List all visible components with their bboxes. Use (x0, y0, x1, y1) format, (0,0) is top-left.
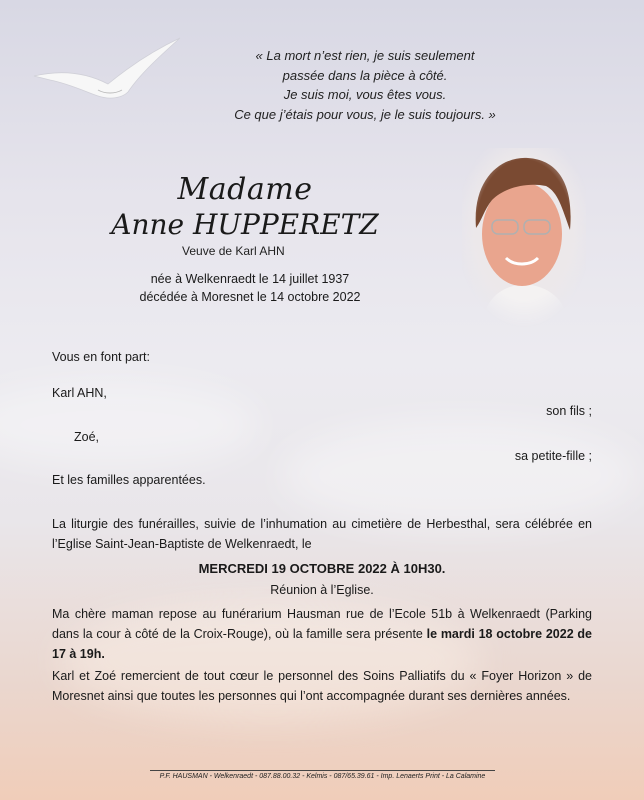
related-families: Et les familles apparentées. (52, 473, 206, 487)
seagull-image (30, 34, 185, 106)
quote-line: Je suis moi, vous êtes vous. (283, 87, 447, 102)
widow-of: Veuve de Karl AHN (182, 244, 285, 258)
death-date: décédée à Moresnet le 14 octobre 2022 (139, 290, 361, 304)
cloud-decoration (0, 380, 260, 470)
thanks-text: Karl et Zoé remercient de tout cœur le personnel des Soins Palliatifs du « Foyer Horizon » de Moresnet ainsi que toutes les personnes qui l’ont accompagnée durant ses dernières années. (52, 669, 592, 703)
birth-date: née à Welkenraedt le 14 juillet 1937 (150, 272, 350, 286)
quote-poem (200, 46, 530, 124)
quote-line: Ce que j’étais pour vous, je le suis toujours. » (234, 106, 496, 122)
quote-line: « La mort n’est rien, je suis seulement (255, 48, 475, 63)
deceased-name: Anne HUPPERETZ (111, 208, 379, 241)
family-member-name: Karl AHN, (52, 386, 107, 400)
funerarium-text (52, 604, 592, 664)
portrait-photo (462, 148, 586, 328)
family-member-relation: son fils ; (546, 404, 592, 418)
liturgy-text: La liturgie des funérailles, suivie de l’inhumation au cimetière de Herbesthal, sera célébrée en l’Eglise Saint-Jean-Baptiste de Welkenraedt, le (52, 517, 592, 551)
funerarium-description: Ma chère maman repose au funérarium Hausman rue de l’Ecole 51b à Welkenraedt (Parking dans la cour à côté de la Croix-Rouge), où la famille sera présente (52, 607, 592, 641)
funeral-date: MERCREDI 19 OCTOBRE 2022 À 10H30. (198, 561, 446, 576)
family-member-name: Zoé, (74, 430, 100, 444)
family-member-relation: sa petite-fille ; (514, 449, 592, 463)
meeting-place: Réunion à l’Eglise. (270, 583, 374, 597)
visiting-hours: le mardi 18 octobre 2022 de 17 à 19h. (52, 627, 592, 661)
announcement: Vous en font part: (52, 350, 150, 364)
footer-divider (150, 770, 495, 771)
footer-credits: P.F. HAUSMAN - Welkenraedt - 087.88.00.32 - Kelmis - 087/65.39.61 - Imp. Lenaerts Print - La Calamine (159, 773, 486, 780)
deceased-name-block (90, 172, 400, 242)
quote-line: passée dans la pièce à côté. (282, 67, 448, 83)
life-dates (110, 270, 390, 306)
honorific: Madame (177, 172, 313, 207)
